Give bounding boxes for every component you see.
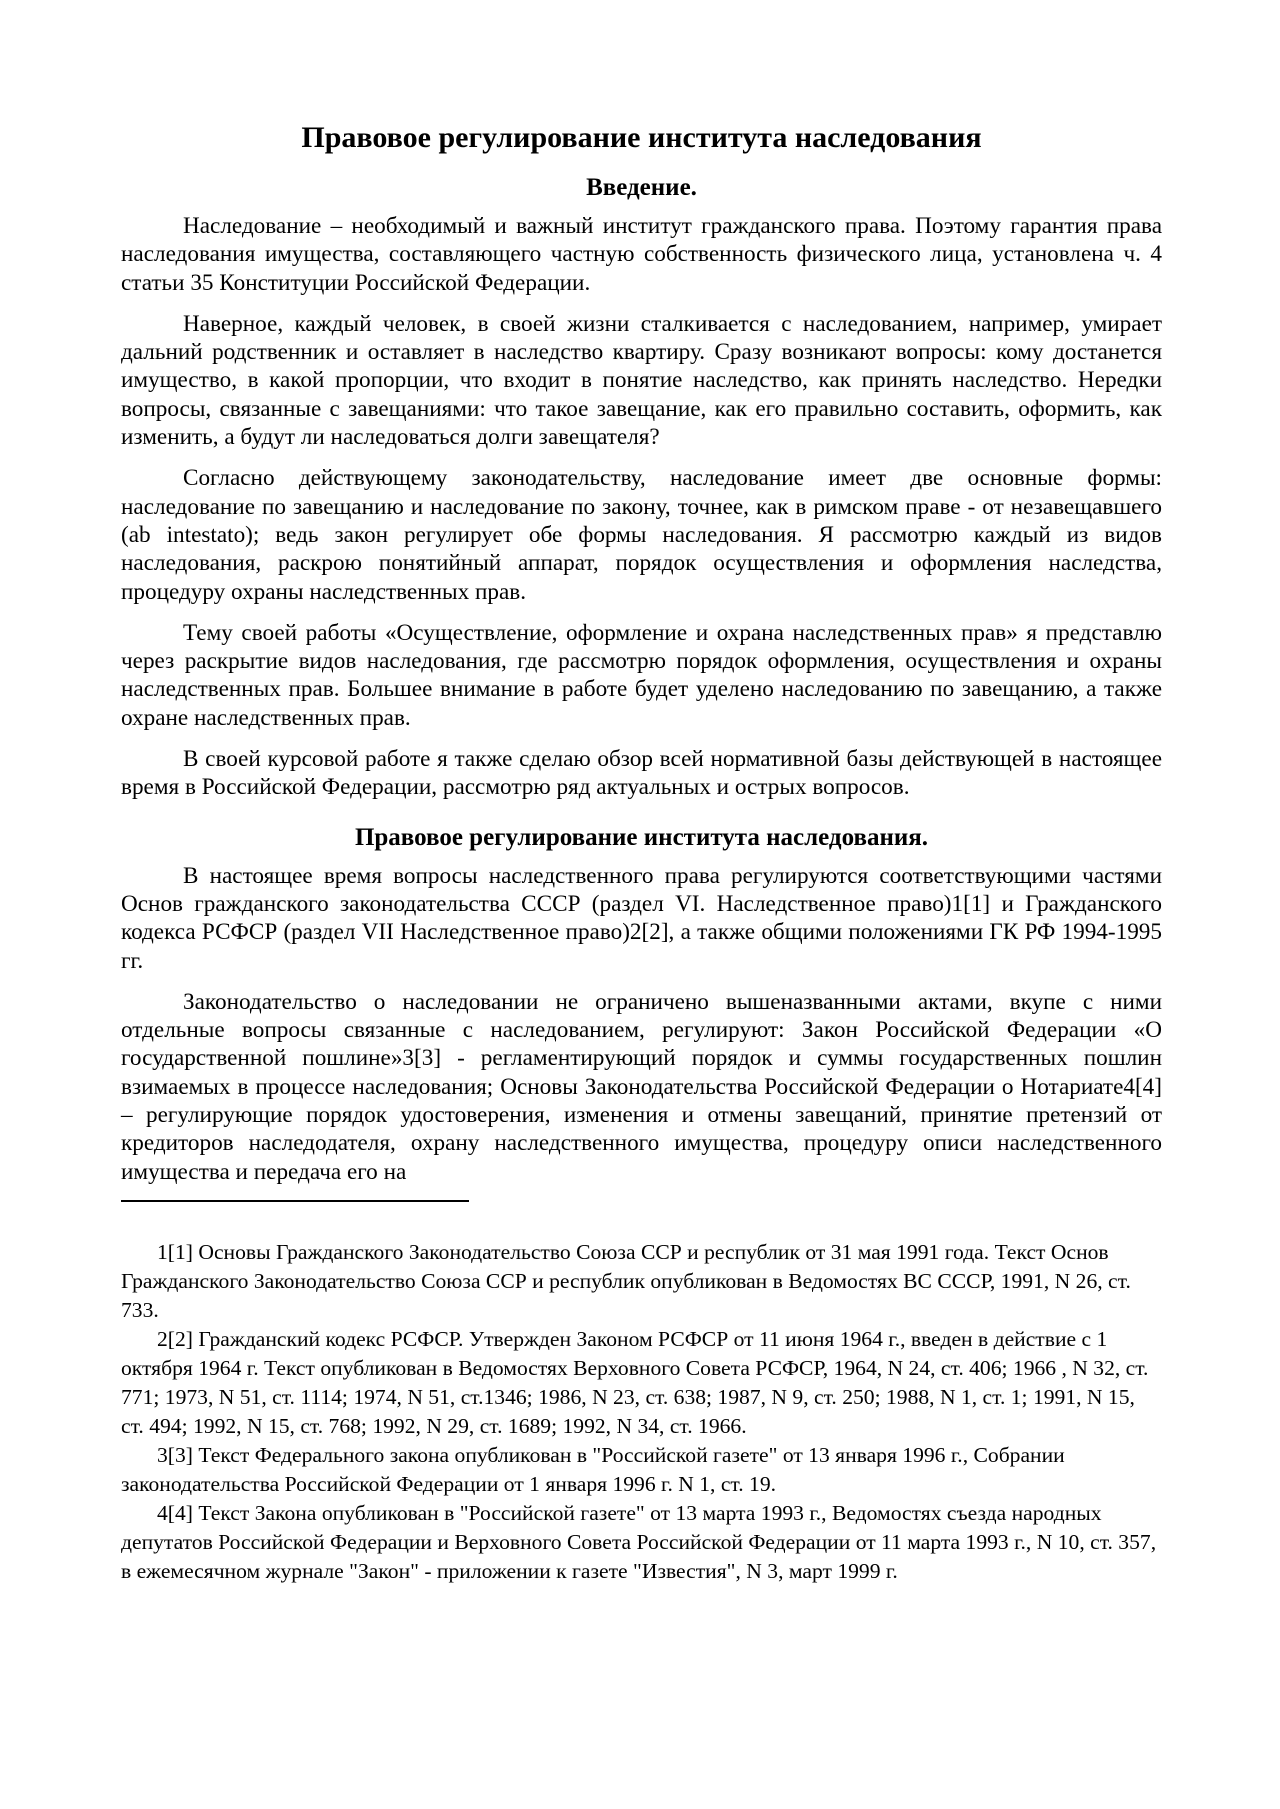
section-heading: Правовое регулирование института наследования. bbox=[354, 823, 929, 851]
footnote: 1[1] Основы Гражданского Законодательство Союза ССР и республик от 31 мая 1991 года. Текст Основ Гражданского Законодательство Союза ССР и республик опубликован в Ведомостях ВС СССР, 1991, N 26, ст. 733. bbox=[121, 1239, 1131, 1322]
document-page bbox=[121, 118, 1162, 1586]
footnote-separator bbox=[121, 1200, 469, 1202]
intro-paragraph: Наследование – необходимый и важный институт гражданского права. Поэтому гарантия права наследования имущества, составляющего частную собственность физического лица, установлена ч. 4 статьи 35 Конституции Российской Федерации. bbox=[121, 213, 1162, 296]
footnote: 4[4] Текст Закона опубликован в "Российской газете" от 13 марта 1993 г., Ведомостях съезда народных депутатов Российской Федерации и Верховного Совета Российской Федерации от 11 марта 1993 г., N 10, ст. 357, в ежемесячном журнале "Закон" - приложении к газете "Известия", N 3, март 1999 г. bbox=[121, 1500, 1157, 1583]
intro-paragraph: Тему своей работы «Осуществление, оформление и охрана наследственных прав» я представлю через раскрытие видов наследования, где рассмотрю порядок оформления, осуществления и охраны наследственных прав. Большее внимание в работе будет уделено наследованию по завещанию, а также охране наследственных прав. bbox=[121, 619, 1162, 731]
footnote: 3[3] Текст Федерального закона опубликован в "Российской газете" от 13 января 1996 г., Собрании законодательства Российской Федерации от 1 января 1996 г. N 1, ст. 19. bbox=[121, 1442, 1065, 1496]
intro-heading: Введение. bbox=[586, 174, 697, 201]
section-paragraph: Законодательство о наследовании не ограничено вышеназванными актами, вкупе с ними отдельные вопросы связанные с наследованием, регулируют: Закон Российской Федерации «О государственной пошлине»3[3] - регламентирующий порядок и суммы государственных пошлин взимаемых в процессе наследования; Основы Законодательства Российской Федерации о Нотариате4[4] – регулирующие порядок удостоверения, изменения и отмены завещаний, принятие претензий от кредиторов наследодателя, охрану наследственного имущества, процедуру описи наследственного имущества и передача его на bbox=[121, 988, 1162, 1185]
section-paragraph: В настоящее время вопросы наследственного права регулируются соответствующими частями Основ гражданского законодательства СССР (раздел VI. Наследственное право)1[1] и Гражданского кодекса РСФСР (раздел VII Наследственное право)2[2], а также общими положениями ГК РФ 1994-1995 гг. bbox=[121, 862, 1162, 974]
footnote: 2[2] Гражданский кодекс РСФСР. Утвержден Законом РСФСР от 11 июня 1964 г., введен в действие с 1 октября 1964 г. Текст опубликован в Ведомостях Верховного Совета РСФСР, 1964, N 24, ст. 406; 1966 , N 32, ст. 771; 1973, N 51, ст. 1114; 1974, N 51, ст.1346; 1986, N 23, ст. 638; 1987, N 9, ст. 250; 1988, N 1, ст. 1; 1991, N 15, ст. 494; 1992, N 15, ст. 768; 1992, N 29, ст. 1689; 1992, N 34, ст. 1966. bbox=[121, 1326, 1149, 1438]
intro-paragraph: В своей курсовой работе я также сделаю обзор всей нормативной базы действующей в настоящее время в Российской Федерации, рассмотрю ряд актуальных и острых вопросов. bbox=[121, 746, 1162, 801]
footnotes bbox=[121, 1238, 1162, 1586]
document-title: Правовое регулирование института наследования bbox=[301, 121, 982, 154]
intro-paragraph: Наверное, каждый человек, в своей жизни сталкивается с наследованием, например, умирает дальний родственник и оставляет в наследство квартиру. Сразу возникают вопросы: кому достанется имущество, в какой пропорции, что входит в понятие наследство, как принять наследство. Нередки вопросы, связанные с завещаниями: что такое завещание, как его правильно составить, оформить, как изменить, а будут ли наследоваться долги завещателя? bbox=[121, 310, 1162, 451]
intro-paragraph: Согласно действующему законодательству, наследование имеет две основные формы: наследование по завещанию и наследование по закону, точнее, как в римском праве - от незавещавшего (ab intestato); ведь закон регулирует обе формы наследования. Я рассмотрю каждый из видов наследования, раскрою понятийный аппарат, порядок осуществления и оформления наследства, процедуру охраны наследственных прав. bbox=[121, 465, 1162, 605]
